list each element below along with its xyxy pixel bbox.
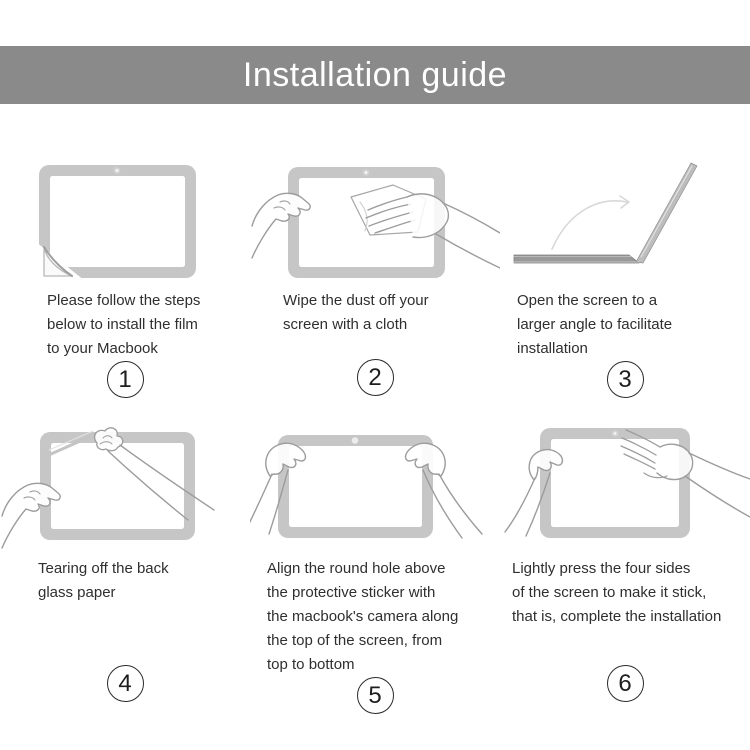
step-number-badge: 5	[357, 677, 394, 714]
title-banner	[0, 46, 750, 104]
step-4-illustration	[0, 418, 250, 553]
tear-back-paper-icon	[0, 418, 250, 556]
step-4-number	[0, 665, 250, 710]
caption-line: to your Macbook	[47, 340, 158, 357]
caption-line: installation	[517, 340, 588, 357]
step-2-caption	[250, 289, 500, 337]
caption-line: screen with a cloth	[283, 316, 408, 333]
step-5-illustration	[250, 418, 500, 553]
step-3-illustration	[500, 150, 750, 285]
press-four-sides-icon	[500, 418, 750, 556]
caption-line: Wipe the dust off your	[283, 292, 429, 309]
caption-line: below to install the film	[47, 316, 198, 333]
caption-line: Align the round hole above	[267, 560, 446, 577]
step-2-illustration	[250, 150, 500, 285]
align-film-two-hands-icon	[250, 418, 500, 556]
step-number-badge: 6	[607, 665, 644, 702]
page-title: Installation guide	[242, 55, 508, 94]
step-6-number	[500, 665, 750, 710]
step-1-illustration	[0, 150, 250, 285]
macbook-film-peel-icon	[0, 150, 250, 285]
caption-line: larger angle to facilitate	[517, 316, 673, 333]
step-1-number	[0, 361, 250, 420]
caption-line: top to bottom	[267, 656, 355, 673]
steps-row-bottom	[0, 418, 750, 710]
step-6-illustration	[500, 418, 750, 553]
step-panel-5	[250, 418, 500, 710]
step-number-badge: 1	[107, 361, 144, 398]
step-number-badge: 3	[607, 361, 644, 398]
caption-line: glass paper	[38, 584, 116, 601]
step-panel-3	[500, 150, 750, 418]
caption-line: of the screen to make it stick,	[512, 584, 707, 601]
laptop-open-angle-icon	[500, 150, 750, 285]
caption-line: Open the screen to a	[517, 292, 658, 309]
steps-row-top	[0, 150, 750, 418]
caption-line: Lightly press the four sides	[512, 560, 691, 577]
step-number-badge: 4	[107, 665, 144, 702]
step-panel-2	[250, 150, 500, 418]
wipe-screen-cloth-icon	[250, 150, 500, 285]
caption-line: the protective sticker with	[267, 584, 436, 601]
step-1-caption	[0, 289, 250, 361]
step-6-caption	[500, 557, 750, 629]
step-3-caption	[500, 289, 750, 361]
caption-line: Tearing off the back	[38, 560, 169, 577]
step-5-number	[250, 677, 500, 722]
step-4-caption	[0, 557, 250, 605]
caption-line: the top of the screen, from	[267, 632, 443, 649]
caption-line: Please follow the steps	[47, 292, 201, 309]
caption-line: the macbook's camera along	[267, 608, 459, 625]
step-panel-6	[500, 418, 750, 710]
step-2-number	[250, 359, 500, 418]
step-5-caption	[250, 557, 500, 677]
caption-line: that is, complete the installation	[512, 608, 722, 625]
step-3-number	[500, 361, 750, 420]
step-number-badge: 2	[357, 359, 394, 396]
step-panel-4	[0, 418, 250, 710]
step-panel-1	[0, 150, 250, 418]
